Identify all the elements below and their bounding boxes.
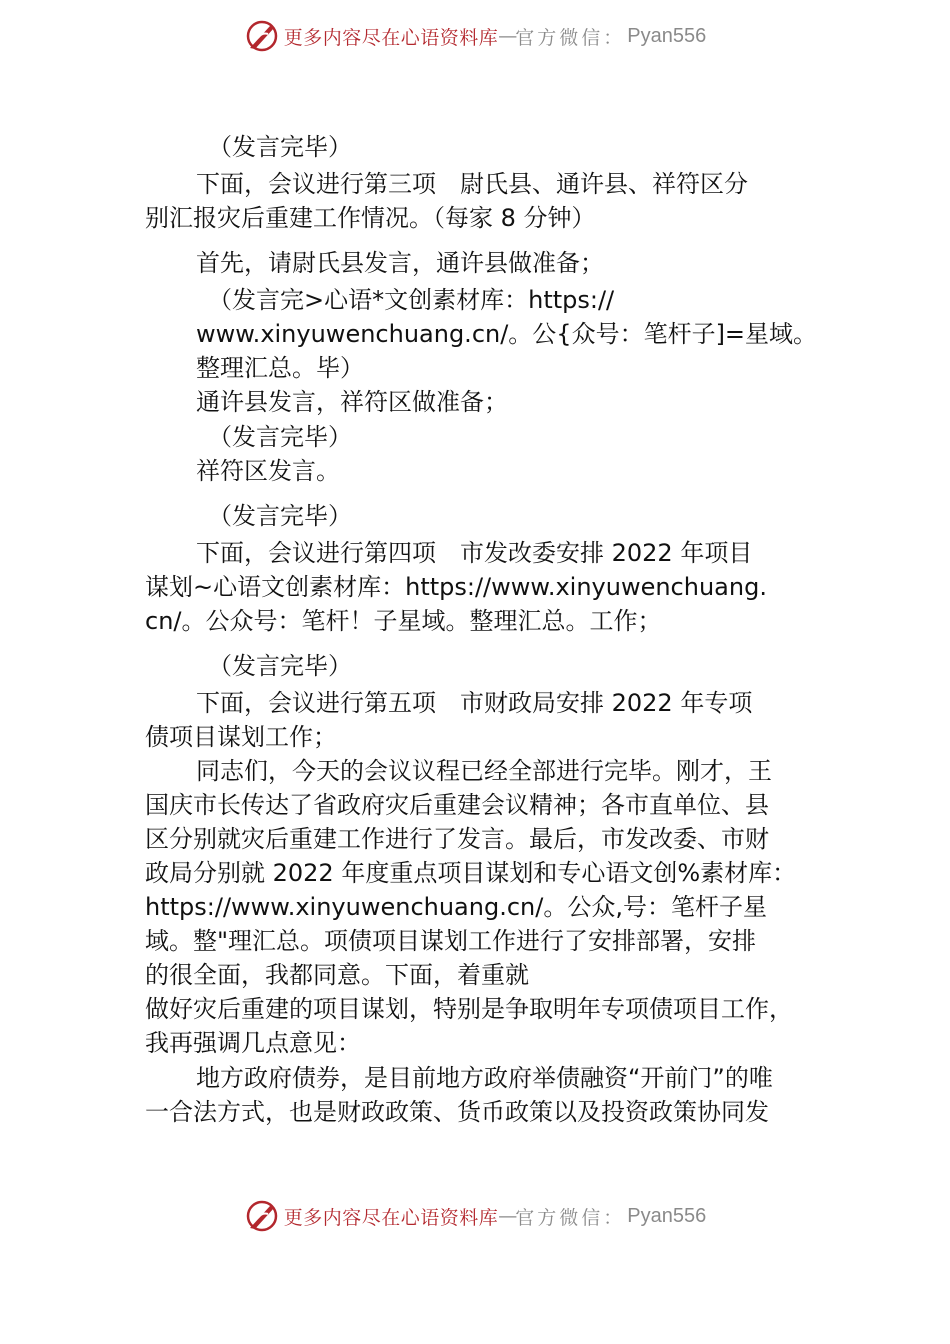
watermark-label: 官方微信： xyxy=(515,26,626,49)
text-line: https://www.xinyuwenchuang.cn/。公众,号：笔杆子星 xyxy=(145,893,767,921)
text-line: 国庆市长传达了省政府灾后重建会议精神；各市直单位、县 xyxy=(145,791,769,819)
watermark-wechat-id: Pyan556 xyxy=(627,1204,707,1227)
text-line: 的很全面，我都同意。下面，着重就 xyxy=(145,961,529,989)
text-line: cn/。公众号：笔杆！子星域。整理汇总。工作； xyxy=(145,607,662,635)
watermark-label: 官方微信： xyxy=(515,1206,626,1229)
text-line: （发言完>心语*文创素材库：https:// xyxy=(208,286,615,314)
text-line: 债项目谋划工作； xyxy=(145,723,337,751)
text-line: 整理汇总。毕） xyxy=(196,354,364,382)
text-line: （发言完毕） xyxy=(208,502,352,530)
pen-circle-logo-icon xyxy=(244,18,280,54)
text-line: 区分别就灾后重建工作进行了发言。最后，市发改委、市财 xyxy=(145,825,769,853)
watermark-separator: — xyxy=(498,25,516,47)
text-line: 域。整"理汇总。项债项目谋划工作进行了安排部署，安排 xyxy=(145,927,757,955)
watermark-brand-text: 更多内容尽在心语资料库 xyxy=(283,26,499,49)
text-line: 地方政府债券，是目前地方政府举债融资“开前门”的唯 xyxy=(196,1064,773,1092)
text-line: 通许县发言，祥符区做准备； xyxy=(196,388,508,416)
text-line: 祥符区发言。 xyxy=(196,457,340,485)
watermark-wechat-id: Pyan556 xyxy=(627,24,707,47)
text-line: 下面，会议进行第五项 市财政局安排 2022 年专项 xyxy=(196,689,753,717)
text-line: www.xinyuwenchuang.cn/。公{众号：笔杆子]=星域。 xyxy=(196,320,818,348)
text-line: 首先，请尉氏县发言，通许县做准备； xyxy=(196,249,604,277)
text-line: （发言完毕） xyxy=(208,652,352,680)
text-line: （发言完毕） xyxy=(208,133,352,161)
text-line: 下面，会议进行第三项 尉氏县、通许县、祥符区分 xyxy=(196,170,748,198)
text-line: 别汇报灾后重建工作情况。（每家 8 分钟） xyxy=(145,204,596,232)
header-watermark xyxy=(0,16,950,56)
watermark-separator: — xyxy=(498,1205,516,1227)
pen-circle-logo-icon xyxy=(244,1198,280,1234)
text-line: 一合法方式，也是财政政策、货币政策以及投资政策协同发 xyxy=(145,1098,769,1126)
text-line: 谋划~心语文创素材库：https://www.xinyuwenchuang. xyxy=(145,573,767,601)
text-line: 我再强调几点意见： xyxy=(145,1029,361,1057)
text-line: （发言完毕） xyxy=(208,423,352,451)
text-line: 下面，会议进行第四项 市发改委安排 2022 年项目 xyxy=(196,539,753,567)
text-line: 同志们，今天的会议议程已经全部进行完毕。刚才，王 xyxy=(196,757,772,785)
footer-watermark xyxy=(0,1196,950,1236)
text-line: 政局分别就 2022 年度重点项目谋划和专心语文创%素材库： xyxy=(145,859,797,887)
watermark-brand-text: 更多内容尽在心语资料库 xyxy=(283,1206,499,1229)
text-line: 做好灾后重建的项目谋划，特别是争取明年专项债项目工作， xyxy=(145,995,793,1023)
